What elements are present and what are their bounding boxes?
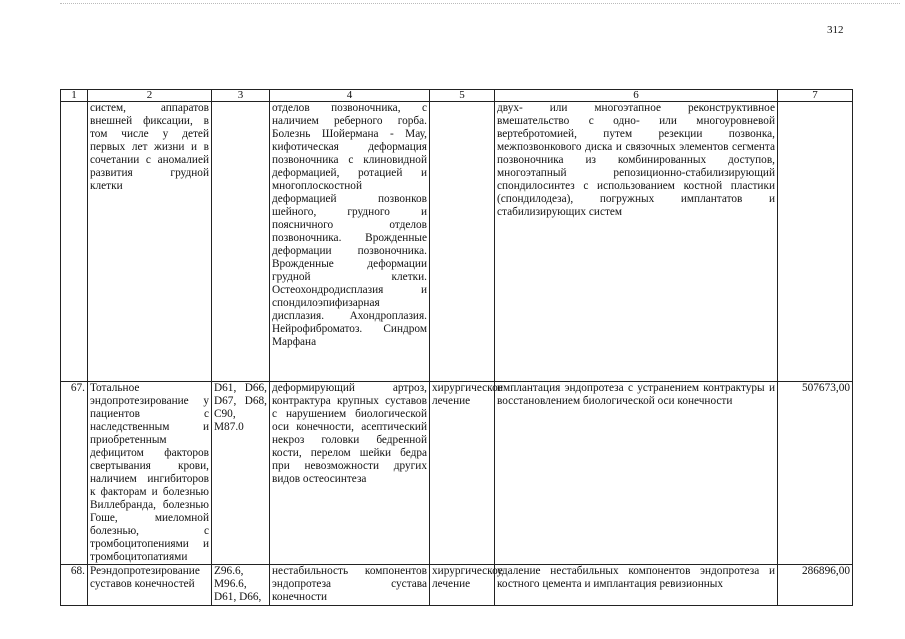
cost-value: 286896,00	[778, 565, 853, 606]
treatment-method: удаление нестабильных компонентов эндопротеза и костного цемента и имплантация ревизионных	[495, 565, 778, 606]
table-row	[61, 102, 853, 382]
table-row	[61, 382, 853, 565]
cost-value: 507673,00	[778, 382, 853, 565]
scan-edge-line	[60, 3, 900, 4]
row-number: 68.	[61, 565, 88, 606]
page-number: 312	[827, 24, 844, 36]
table-row	[61, 565, 853, 606]
column-number: 2	[88, 90, 212, 102]
column-number: 1	[61, 90, 88, 102]
diagnosis-codes: D61, D66, D67, D68, C90, M87.0	[212, 382, 270, 565]
treatment-method: имплантация эндопротеза с устранением контрактуры и восстановлением биологической оси конечности	[495, 382, 778, 565]
row-number	[61, 102, 88, 382]
procedures-table	[60, 89, 853, 606]
column-number: 7	[778, 90, 853, 102]
procedure-name: Реэндопротезирование суставов конечностей	[88, 565, 212, 606]
diagnosis-codes: Z96.6, M96.6, D61, D66,	[212, 565, 270, 606]
cost-value	[778, 102, 853, 382]
procedure-name: Тотальное эндопротезирование у пациентов с наследственным и приобретенным дефицитом факторов свертывания крови, наличием ингибиторов к факторам и болезнью Виллебранда, болезнью Гоше, миеломной болезнью, с тромбоцитопениями и тромбоцитопатиями	[88, 382, 212, 565]
diagnosis-codes	[212, 102, 270, 382]
column-number-row	[61, 90, 853, 102]
patient-model: деформирующий артроз, контрактура крупных суставов с нарушением биологической оси конечности, асептический некроз головки бедренной кости, перелом шейки бедра при невозможности других видов остеосинтеза	[270, 382, 430, 565]
treatment-method: двух- или многоэтапное реконструктивное вмешательство с одно- или многоуровневой вертебротомией, путем резекции позвонка, межпозвонкового диска и связочных элементов сегмента позвоночника из комбинированных доступов, многоэтапный репозиционно-стабилизирующий спондилосинтез с использованием костной пластики (спондилодеза), погружных имплантатов и стабилизирующих систем	[495, 102, 778, 382]
row-number: 67.	[61, 382, 88, 565]
patient-model: нестабильность компонентов эндопротеза сустава конечности	[270, 565, 430, 606]
column-number: 3	[212, 90, 270, 102]
treatment-type	[430, 102, 495, 382]
column-number: 5	[430, 90, 495, 102]
procedure-name: систем, аппаратов внешней фиксации, в том числе у детей первых лет жизни и в сочетании с аномалией развития грудной клетки	[88, 102, 212, 382]
column-number: 6	[495, 90, 778, 102]
column-number: 4	[270, 90, 430, 102]
patient-model: отделов позвоночника, с наличием реберного горба. Болезнь Шойермана - Мау, кифотическая деформация позвоночника с клиновидной деформацией, ротацией и многоплоскостной деформацией позвонков шейного, грудного и поясничного отделов позвоночника. Врожденные деформации позвоночника. Врожденные деформации грудной клетки. Остеохондродисплазия и спондилоэпифизарная дисплазия. Ахондроплазия. Нейрофиброматоз. Синдром Марфана	[270, 102, 430, 382]
treatment-type: хирургическое лечение	[430, 382, 495, 565]
treatment-type: хирургическое лечение	[430, 565, 495, 606]
